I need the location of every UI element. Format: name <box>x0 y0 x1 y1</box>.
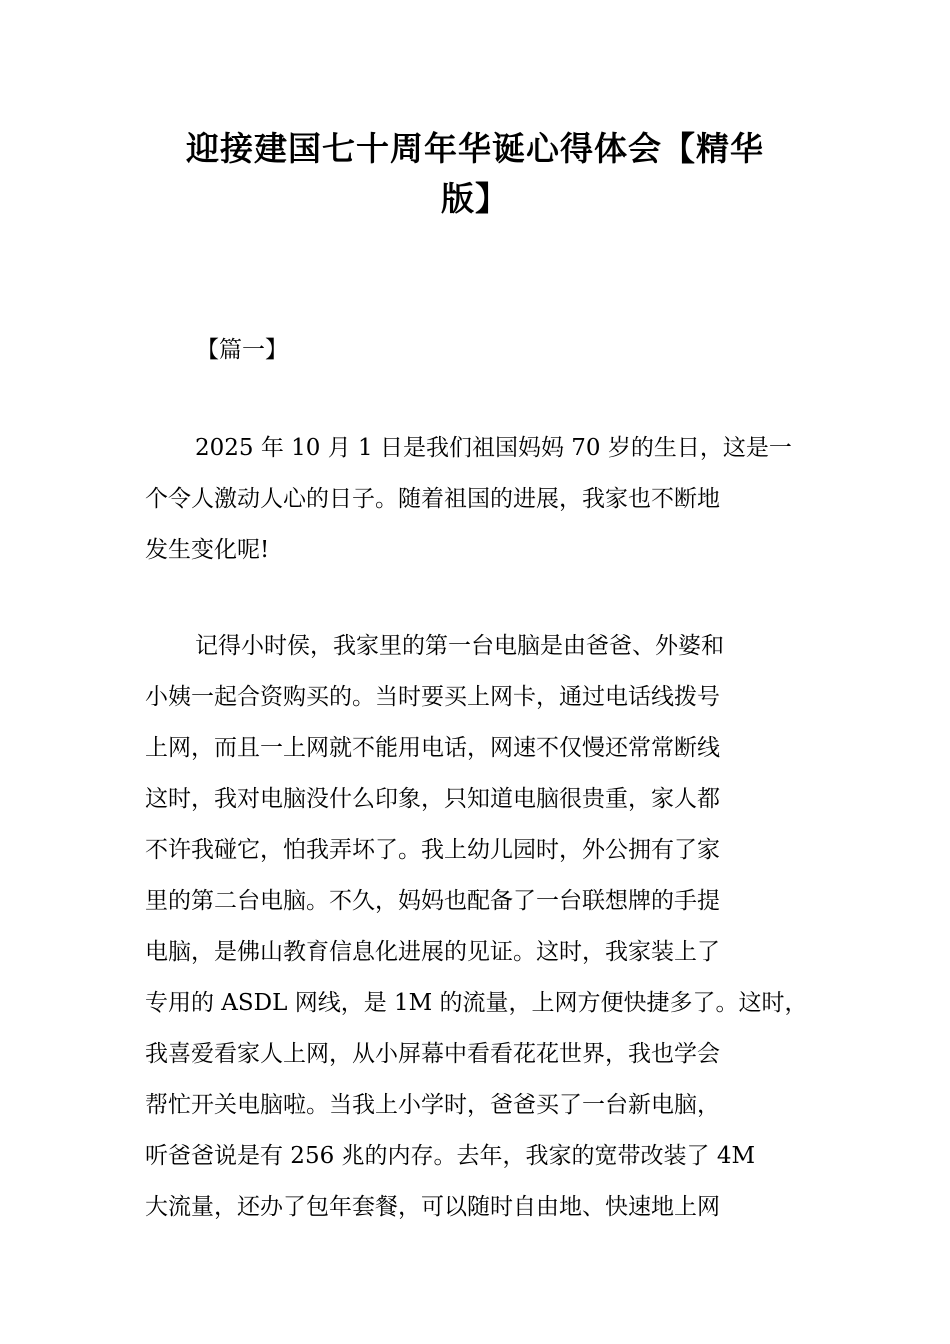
title-line-2: 版】 <box>441 179 509 218</box>
paragraph-line: 上网，而且一上网就不能用电话，网速不仅慢还常常断线 <box>145 735 720 761</box>
paragraph-line: 专用的 ASDL 网线，是 1M 的流量，上网方便快捷多了。这时， <box>145 990 808 1016</box>
paragraph-line: 这时，我对电脑没什么印象，只知道电脑很贵重，家人都 <box>145 786 720 812</box>
section-label: 【篇一】 <box>196 337 288 363</box>
document-title <box>130 124 820 224</box>
paragraph-line: 我喜爱看家人上网，从小屏幕中看看花花世界，我也学会 <box>145 1041 720 1067</box>
paragraph-line: 发生变化呢! <box>145 537 270 563</box>
paragraph-line: 帮忙开关电脑啦。当我上小学时，爸爸买了一台新电脑， <box>145 1092 720 1118</box>
paragraph-line: 大流量，还办了包年套餐，可以随时自由地、快速地上网 <box>145 1194 720 1220</box>
paragraph-line: 个令人激动人心的日子。随着祖国的进展，我家也不断地 <box>145 486 720 512</box>
paragraph-line: 小姨一起合资购买的。当时要买上网卡，通过电话线拨号 <box>145 684 720 710</box>
title-line-1: 迎接建国七十周年华诞心得体会【精华 <box>186 129 764 168</box>
paragraph-2 <box>145 621 825 1233</box>
paragraph-line: 听爸爸说是有 256 兆的内存。去年，我家的宽带改装了 4M <box>145 1143 756 1169</box>
paragraph-line: 电脑，是佛山教育信息化进展的见证。这时，我家装上了 <box>145 939 720 965</box>
paragraph-line: 2025 年 10 月 1 日是我们祖国妈妈 70 岁的生日，这是一 <box>195 435 792 461</box>
paragraph-line: 不许我碰它，怕我弄坏了。我上幼儿园时，外公拥有了家 <box>145 837 720 863</box>
paragraph-1 <box>145 423 825 576</box>
paragraph-line: 里的第二台电脑。不久，妈妈也配备了一台联想牌的手提 <box>145 888 720 914</box>
paragraph-line: 记得小时侯，我家里的第一台电脑是由爸爸、外婆和 <box>195 633 724 659</box>
